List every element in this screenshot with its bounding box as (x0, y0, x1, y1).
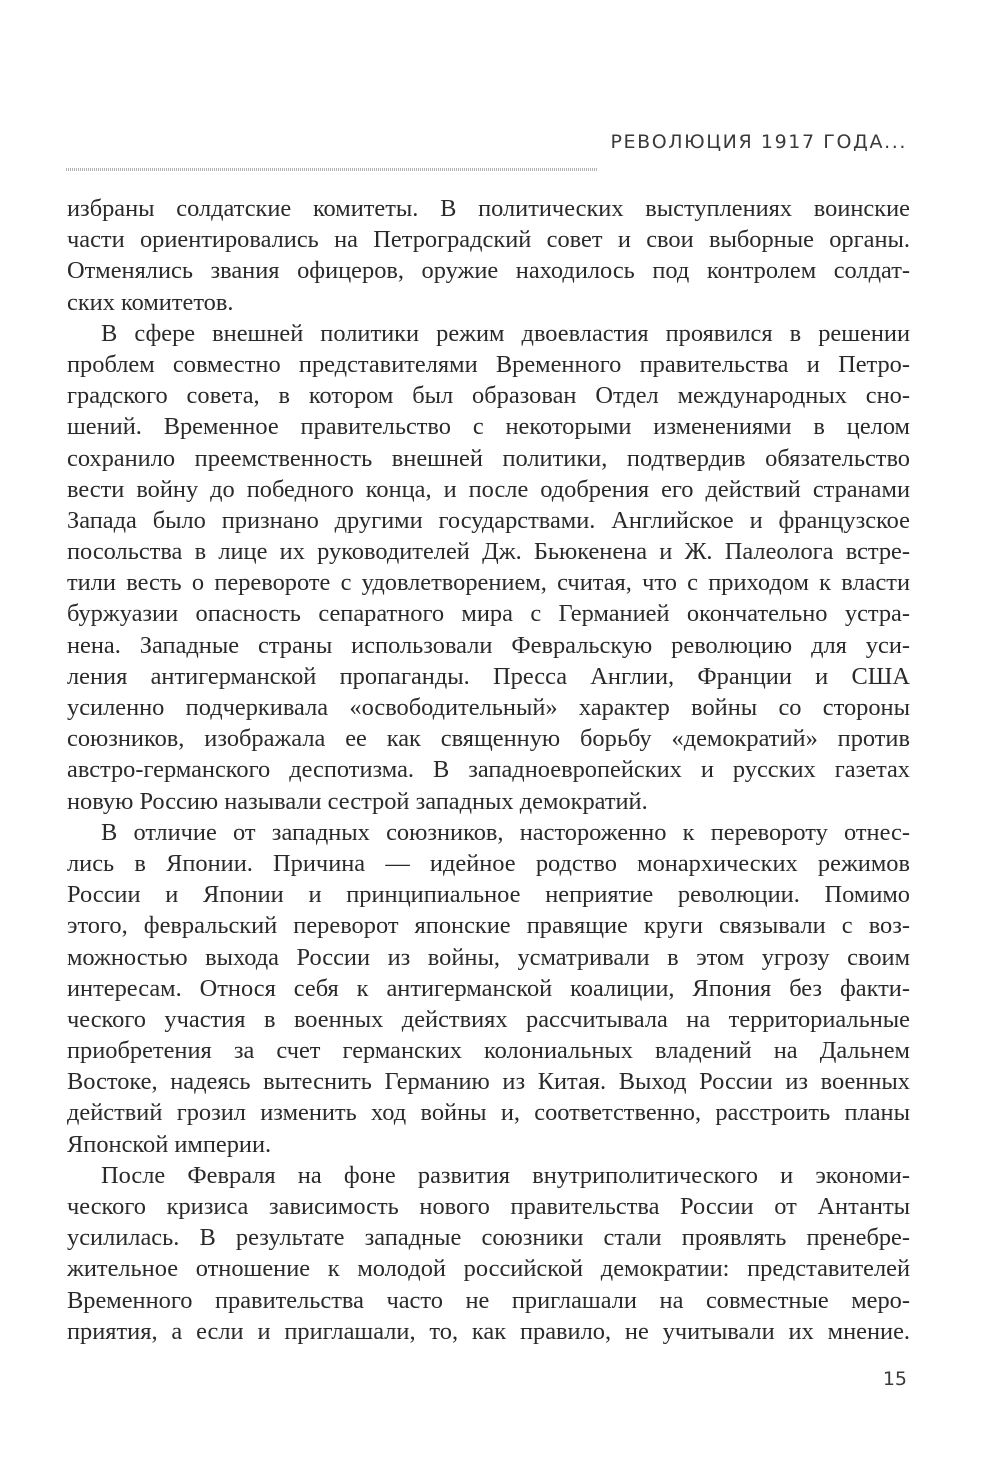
text-line: новую Россию называли сестрой западных демократий. (67, 787, 648, 815)
text-line: нена. Западные страны использовали Февральскую революцию для уси- (67, 631, 910, 659)
text-line: Отменялись звания офицеров, оружие находилось под контролем солдат- (67, 257, 910, 285)
text-line: можностью выхода России из войны, усматривали в этом угрозу своим (67, 943, 910, 971)
text-line: жительное отношение к молодой российской демократии: представителей (67, 1255, 910, 1283)
text-line: интересам. Относя себя к антигерманской коалиции, Япония без факти- (67, 974, 910, 1002)
text-line: вести войну до победного конца, и после одобрения его действий странами (67, 475, 910, 503)
page-body (67, 193, 910, 1347)
text-line: австро-германского деспотизма. В западноевропейских и русских газетах (67, 756, 910, 784)
paragraph-1 (67, 193, 910, 318)
paragraph-2 (67, 318, 910, 817)
text-line: Запада было признано другими государствами. Английское и французское (67, 506, 910, 534)
text-line: буржуазии опасность сепаратного мира с Германией окончательно устра- (67, 600, 910, 628)
text-line: Временного правительства часто не приглашали на совместные меро- (67, 1286, 910, 1314)
text-line: ческого участия в военных действиях рассчитывала на территориальные (67, 1005, 910, 1033)
text-line: градского совета, в котором был образован Отдел международных сно- (67, 382, 910, 410)
text-line: усиленно подчеркивала «освободительный» характер войны со стороны (67, 694, 910, 721)
text-line: этого, февральский переворот японские правящие круги связывали с воз- (67, 912, 910, 940)
text-line: приятия, а если и приглашали, то, как правило, не учитывали их мнение. (67, 1317, 910, 1345)
paragraph-4 (67, 1160, 910, 1347)
text-line: избраны солдатские комитеты. В политических выступлениях воинские (67, 195, 910, 222)
text-line: проблем совместно представителями Временного правительства и Петро- (67, 350, 910, 378)
text-line: действий грозил изменить ход войны и, соответственно, расстроить планы (67, 1099, 910, 1127)
text-line: Японской империи. (67, 1130, 272, 1158)
text-line: сохранило преемственность внешней политики, подтвердив обязательство (67, 444, 910, 472)
text-line: В отличие от западных союзников, настороженно к перевороту отнес- (101, 818, 910, 846)
text-line: России и Японии и принципиальное неприятие революции. Помимо (67, 881, 910, 909)
text-line: союзников, изображала ее как священную борьбу «демократий» против (67, 725, 910, 753)
text-line: шений. Временное правительство с некоторыми изменениями в целом (67, 413, 910, 441)
text-line: части ориентировались на Петроградский совет и свои выборные органы. (67, 226, 910, 254)
text-line: посольства в лице их руководителей Дж. Бьюкенена и Ж. Палеолога встре- (67, 538, 910, 566)
page-number: 15 (882, 1368, 907, 1390)
text-line: ческого кризиса зависимость нового правительства России от Антанты (67, 1193, 910, 1220)
text-line: Востоке, надеясь вытеснить Германию из Китая. Выход России из военных (67, 1068, 910, 1096)
text-line: приобретения за счет германских колониальных владений на Дальнем (67, 1037, 910, 1065)
header-rule (66, 168, 598, 171)
paragraph-3 (67, 817, 910, 1160)
text-line: ских комитетов. (67, 288, 234, 316)
text-line: В сфере внешней политики режим двоевластия проявился в решении (101, 319, 910, 347)
text-line: тили весть о перевороте с удовлетворением, считая, что с приходом к власти (67, 569, 910, 597)
text-line: усилилась. В результате западные союзники стали проявлять пренебре- (67, 1224, 910, 1252)
text-line: После Февраля на фоне развития внутриполитического и экономи- (101, 1161, 910, 1189)
text-line: лись в Японии. Причина — идейное родство монархических режимов (67, 849, 910, 877)
text-line: ления антигерманской пропаганды. Пресса Англии, Франции и США (67, 662, 910, 690)
running-head: РЕВОЛЮЦИЯ 1917 ГОДА... (610, 131, 907, 153)
